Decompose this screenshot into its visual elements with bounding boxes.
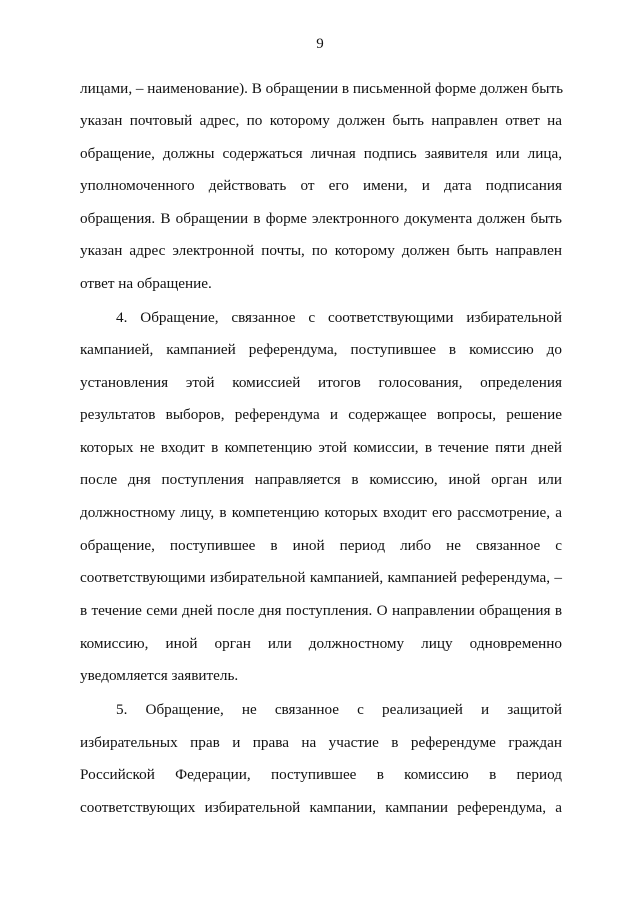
text-line: соответствующих избирательной кампании, кампании референдума, а — [80, 799, 562, 816]
text-line: уполномоченного действовать от его имени, и дата подписания — [80, 177, 562, 194]
text-line: которых не входит в компетенцию этой комиссии, в течение пяти дней — [80, 439, 562, 456]
text-line: ответ на обращение. — [80, 275, 212, 292]
text-line: результатов выборов, референдума и содержащее вопросы, решение — [80, 406, 562, 423]
text-line: комиссию, иной орган или должностному лицу одновременно — [80, 635, 562, 652]
text-line: Российской Федерации, поступившее в комиссию в период — [80, 766, 562, 783]
page-number: 9 — [316, 36, 324, 52]
text-line: установления этой комиссией итогов голосования, определения — [80, 374, 562, 391]
text-line: избирательных прав и права на участие в референдуме граждан — [80, 734, 562, 751]
text-line: должностному лицу, в компетенцию которых входит его рассмотрение, а — [80, 504, 562, 521]
text-line: обращение, поступившее в иной период либо не связанное с — [80, 537, 562, 554]
text-line: указан почтовый адрес, по которому должен быть направлен ответ на — [80, 112, 562, 129]
text-line: уведомляется заявитель. — [80, 667, 239, 684]
text-line: обращения. В обращении в форме электронного документа должен быть — [80, 210, 562, 227]
text-line: обращение, должны содержаться личная подпись заявителя или лица, — [80, 145, 562, 162]
text-line: в течение семи дней после дня поступления. О направлении обращения в — [80, 602, 562, 619]
text-line: лицами, – наименование). В обращении в письменной форме должен быть — [80, 80, 564, 97]
paragraph-4-start: 4. Обращение, связанное с соответствующими избирательной — [116, 309, 562, 326]
text-line: после дня поступления направляется в комиссию, иной орган или — [80, 471, 562, 488]
paragraph-5-start: 5. Обращение, не связанное с реализацией и защитой — [116, 701, 562, 718]
text-line: кампанией, кампанией референдума, поступившее в комиссию до — [80, 341, 562, 358]
text-line: соответствующими избирательной кампанией, кампанией референдума, – — [80, 569, 562, 586]
text-line: указан адрес электронной почты, по которому должен быть направлен — [80, 242, 562, 259]
